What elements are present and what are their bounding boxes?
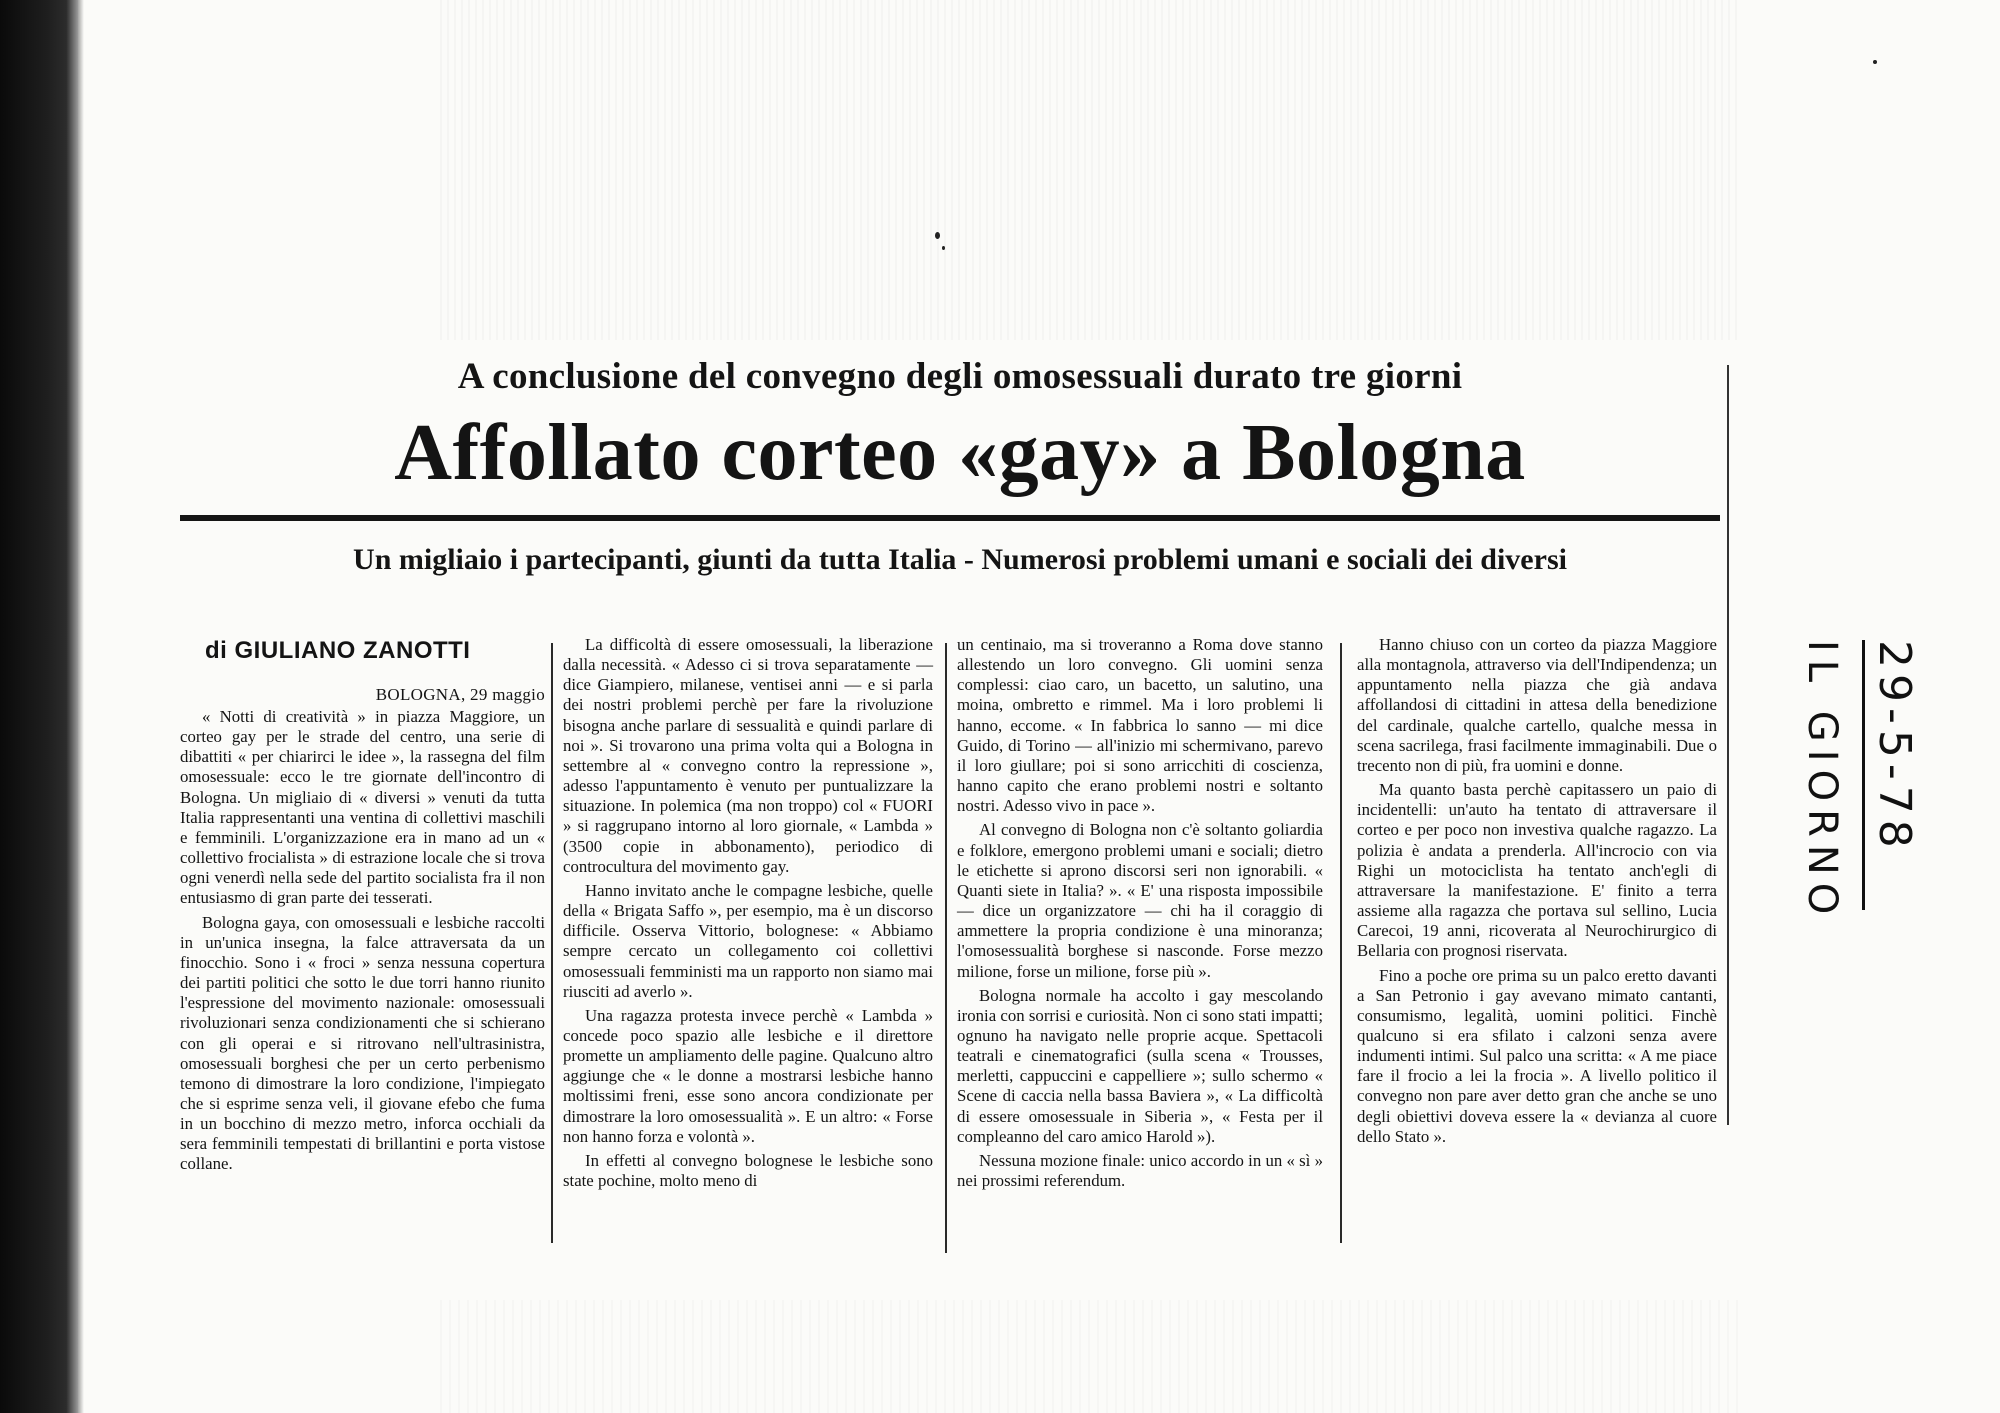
- scan-speck: [942, 246, 945, 250]
- scan-noise-bottom: [440, 1300, 1740, 1413]
- handwritten-underline: [1862, 640, 1865, 910]
- scan-speck: [935, 232, 940, 239]
- article-column-1: [180, 707, 545, 1179]
- clipping-edge: [1715, 365, 1729, 1125]
- paragraph: Una ragazza protesta invece perchè « Lambda » concede poco spazio alle lesbiche e il direttore promette un ampliamento delle pagine. Qualcuno altro aggiunge che « le donne a mostrarsi lesbiche hanno moltissimi freni, esse sono ancora condizionate per dimostrare la loro omosessualità ». E un altro: « Forse non hanno forza e volontà ».: [563, 1005, 933, 1146]
- paragraph: Hanno chiuso con un corteo da piazza Maggiore alla montagnola, attraverso via dell'Indipendenza; un appuntamento nella piazza che già andava affollandosi di cittadini in attesa della benedizione del cardinale, qualche cartello, qualche messa in scena sacrilega, frasi facilmente immaginabili. Due o trecento non di più, fra uomini e donne.: [1357, 635, 1717, 775]
- paragraph: Nessuna mozione finale: unico accordo in un « sì » nei prossimi referendum.: [957, 1150, 1323, 1191]
- handwritten-date: 29-5-78: [1869, 640, 1920, 854]
- scan-speck: [1873, 60, 1877, 64]
- scan-edge-shadow: [78, 0, 84, 1413]
- paragraph: Fino a poche ore prima su un palco eretto davanti a San Petronio i gay avevano mimato cantanti, consumismo, legalità, uomini politici. Finchè qualcuno si era sfilato i calzoni senza avere indumenti intimi. Sul palco una scritta: « A me piace fare il frocio a lei la frocia ». A livello politico il convegno non pare aver detto gran che anche se uno degli obiettivi doveva essere la « devianza al cuore dello Stato ».: [1357, 965, 1717, 1146]
- paragraph: « Notti di creatività » in piazza Maggiore, un corteo gay per le strade del centro, una serie di dibattiti « per chiarirci le idee », la rassegna del film omosessuale: ecco le tre giornate dell'incontro di Bologna. Un migliaio di « diversi » venuti da tutta Italia rappresentanti una ventina di collettivi maschili e femminili. L'organizzazione era in mano ad un « collettivo frocialista » di estrazione locale che si trova ogni venerdì nella sede del partito socialista fra il non entusiasmo di gran parte dei tesserati.: [180, 707, 545, 908]
- article-dateline: BOLOGNA, 29 maggio: [375, 685, 545, 704]
- article-column-3: [957, 635, 1323, 1195]
- column-separator: [551, 643, 553, 1243]
- handwritten-newspaper-name: IL GIORNO: [1799, 640, 1845, 923]
- article-kicker: A conclusione del convegno degli omosessuali durato tre giorni: [457, 356, 1463, 397]
- article-headline: Affollato corteo «gay» a Bologna: [394, 409, 1526, 497]
- headline-rule: [180, 515, 1720, 521]
- newspaper-clipping: [180, 355, 1740, 1285]
- paragraph: Bologna gaya, con omosessuali e lesbiche raccolti in un'unica insegna, la falce attraversata da un finocchio. Sono i « froci » senza nessuna copertura dei partiti politici che sotto le due torri hanno riunito l'espressione del movimento nazionale: omosessuali rivoluzionari senza condizionamenti che si schierano con gli operai e si ritrovano nell'ultrasinistra, omosessuali borghesi che per un certo perbenismo temono di dimostrare la loro condizione, l'impiegato che si esprime senza veli, il giovane efebo che fuma in un bocchino di mezzo metro, inforca occhiali da sera femminili tempestati di brillantini e porta vistose collane.: [180, 912, 545, 1174]
- article-column-4: [1357, 635, 1717, 1151]
- article-byline: di GIULIANO ZANOTTI: [205, 637, 471, 664]
- paragraph: un centinaio, ma si troveranno a Roma dove stanno allestendo un loro convegno. Gli uomini senza complessi: ciao caro, un bacetto, un salutino, una moina, ombretto e rimmel. Ma i loro problemi li hanno, eccome. « In fabbrica lo sanno — mi dice Guido, di Torino — all'inizio mi schermivano, parevo il loro giullare; poi si sono arricchiti di coscienza, hanno capito che erano problemi nostri e soltanto nostri. Adesso vivo in pace ».: [957, 635, 1323, 816]
- paragraph: Al convegno di Bologna non c'è soltanto goliardia e folklore, emergono problemi umani e sociali; dietro le etichette si aprono discorsi seri non ignorabili. « Quanti siete in Italia? ». « E' una risposta impossibile — dice un organizzatore — chi ha il coraggio di ammettere la propria condizione è una minoranza; l'omosessualità borghese si nasconde. Forse mezzo milione, forse un milione, forse più ».: [957, 820, 1323, 981]
- paragraph: Bologna normale ha accolto i gay mescolando ironia con sorrisi e curiosità. Non ci sono stati impatti; ognuno ha navigato nelle proprie acque. Spettacoli teatrali e cinematografici (sulla scena « Trousses, merletti, cappuccini e cappelliere »; sullo schermo « Scene di caccia nella bassa Baviera », « La difficoltà di essere omosessuale in Siberia », « Festa per il compleanno del caro amico Harold »).: [957, 985, 1323, 1146]
- column-separator: [945, 643, 947, 1253]
- paragraph: Ma quanto basta perchè capitassero un paio di incidentelli: un'auto ha tentato di attraversare il corteo e per poco non investiva qualche ragazzo. La polizia è andata a prenderla. All'incrocio con via Righi un motociclista ha tentato anch'egli di attraversare la manifestazione. E' finito a terra assieme alla ragazza che portava sul sellino, Lucia Carecoi, 19 anni, ricoverata al Neurochirurgico di Bellaria con prognosi riservata.: [1357, 780, 1717, 961]
- article-column-2: [563, 635, 933, 1195]
- article-subheadline: Un migliaio i partecipanti, giunti da tutta Italia - Numerosi problemi umani e sociali dei diversi: [353, 543, 1567, 576]
- scan-noise-top: [440, 0, 1740, 340]
- paragraph: Hanno invitato anche le compagne lesbiche, quelle della « Brigata Saffo », per esempio, ma è un discorso difficile. Osserva Vittorio, bolognese: « Abbiamo sempre cercato un collegamento coi collettivi omosessuali femministi ma un rapporto non siamo mai riusciti ad averlo ».: [563, 880, 933, 1001]
- scan-dark-edge: [0, 0, 78, 1413]
- paragraph: In effetti al convegno bolognese le lesbiche sono state pochine, molto meno di: [563, 1150, 933, 1191]
- column-separator: [1340, 643, 1342, 1243]
- paragraph: La difficoltà di essere omosessuali, la liberazione dalla necessità. « Adesso ci si trova separatamente — dice Giampiero, milanese, ventisei anni — e si parla dei nostri problemi perchè per fare la rivoluzione bisogna anche parlare di sessualità e quindi parlare di noi ». Si trovarono una prima volta qui a Bologna in settembre al « convegno contro la repressione », adesso l'appuntamento è venuto per puntualizzare la situazione. In polemica (ma non troppo) col « FUORI » si raggrupano intorno al loro giornale, « Lambda » (3500 copie in abbonamento), periodico di controcultura del movimento gay.: [563, 635, 933, 876]
